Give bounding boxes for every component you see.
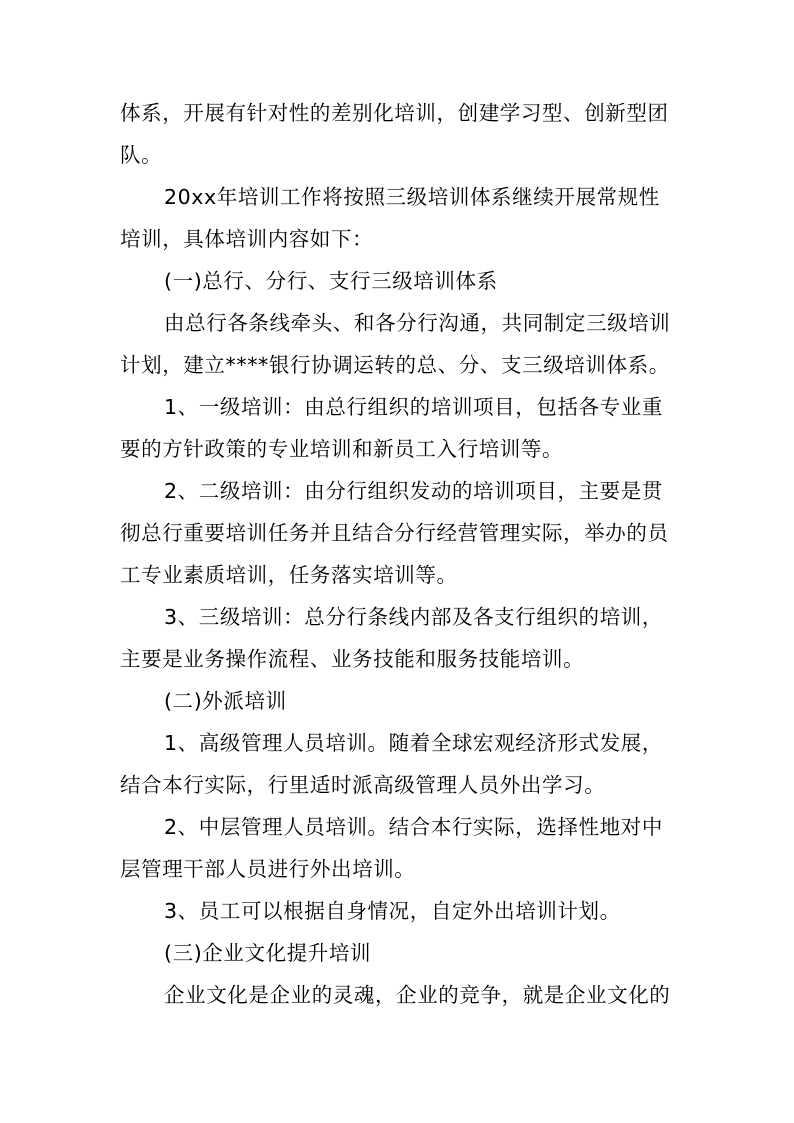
- list-item-line: 2、中层管理人员培训。结合本行实际，选择性地对中: [164, 815, 663, 839]
- section-heading: (二)外派培训: [164, 689, 287, 713]
- paragraph-line: 体系，开展有针对性的差别化培训，创建学习型、创新型团: [120, 101, 669, 125]
- paragraph-line: 计划，建立****银行协调运转的总、分、支三级培训体系。: [120, 353, 670, 377]
- list-item-line: 要的方针政策的专业培训和新员工入行培训等。: [120, 437, 564, 461]
- list-item-line: 3、员工可以根据自身情况，自定外出培训计划。: [164, 899, 621, 923]
- list-item-line: 工专业素质培训，任务落实培训等。: [120, 563, 458, 587]
- paragraph-line: 20xx年培训工作将按照三级培训体系继续开展常规性: [164, 185, 660, 209]
- list-item-line: 主要是业务操作流程、业务技能和服务技能培训。: [120, 647, 585, 671]
- list-item-line: 1、高级管理人员培训。随着全球宏观经济形式发展，: [164, 731, 663, 755]
- list-item-line: 彻总行重要培训任务并且结合分行经营管理实际，举办的员: [120, 521, 669, 545]
- list-item-line: 层管理干部人员进行外出培训。: [120, 857, 416, 881]
- section-heading: (一)总行、分行、支行三级培训体系: [164, 269, 498, 293]
- list-item-line: 3、三级培训：总分行条线内部及各支行组织的培训，: [164, 605, 663, 629]
- list-item-line: 2、二级培训：由分行组织发动的培训项目，主要是贯: [164, 479, 663, 503]
- paragraph-line: 由总行各条线牵头、和各分行沟通，共同制定三级培训: [164, 311, 671, 335]
- list-item-line: 1、一级培训：由总行组织的培训项目，包括各专业重: [164, 395, 663, 419]
- list-item-line: 结合本行实际，行里适时派高级管理人员外出学习。: [120, 773, 606, 797]
- document-body: [120, 92, 680, 1016]
- section-heading: (三)企业文化提升培训: [164, 941, 372, 965]
- paragraph-line: 企业文化是企业的灵魂，企业的竞争，就是企业文化的: [164, 983, 671, 1007]
- paragraph-line: 培训，具体培训内容如下：: [120, 227, 374, 251]
- paragraph-line: 队。: [120, 143, 163, 167]
